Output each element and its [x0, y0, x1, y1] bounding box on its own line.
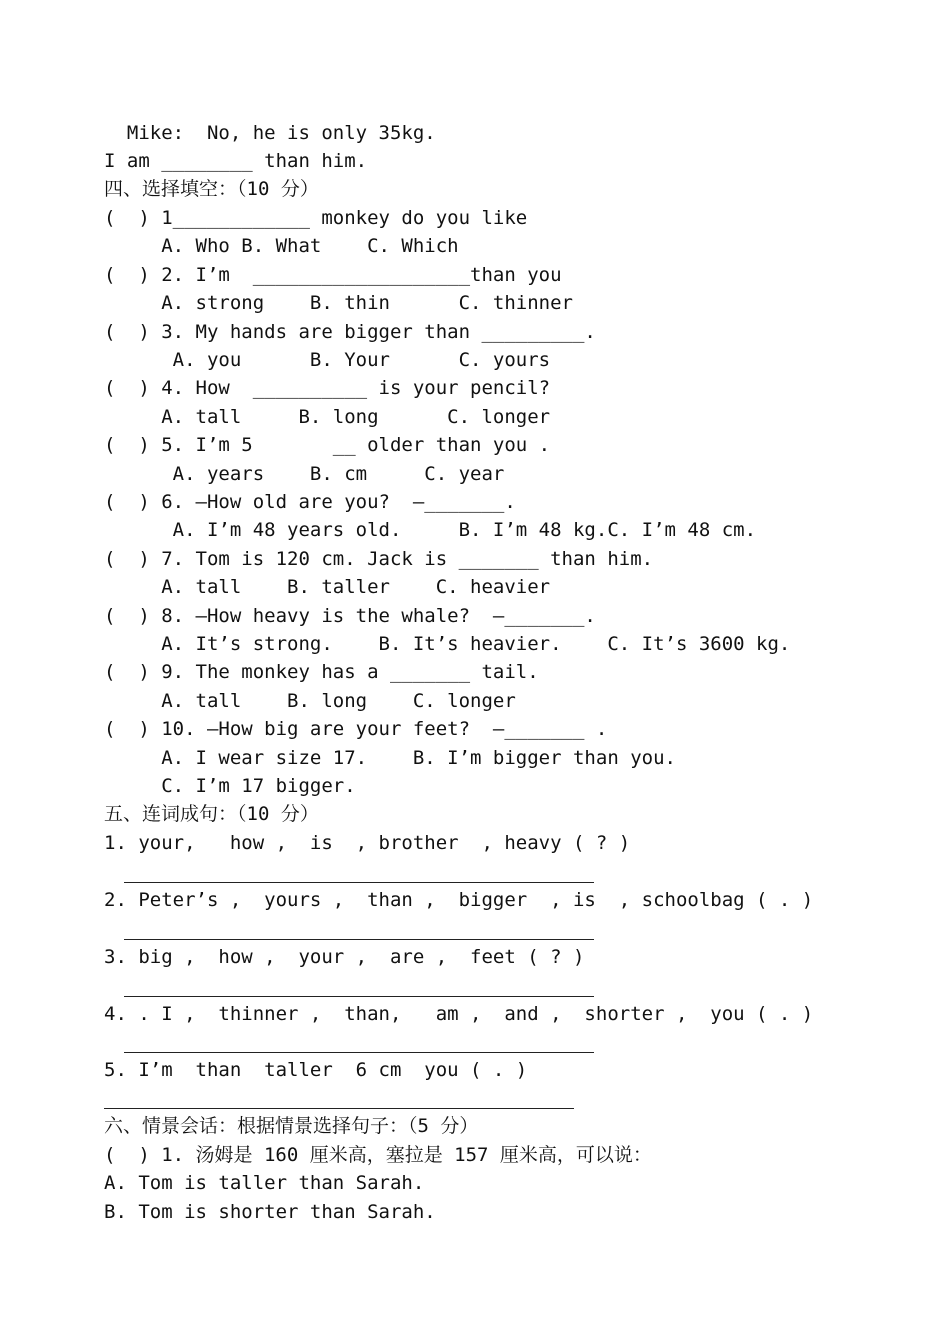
- question-8-options: A. It’s strong. B. It’s heavier. C. It’s 3600 kg.: [104, 633, 791, 655]
- answer-line-4: [124, 1052, 594, 1053]
- question-5-options: A. years B. cm C. year: [104, 463, 505, 485]
- question-9: ( ) 9. The monkey has a _______ tail.: [104, 661, 539, 683]
- reorder-item-3: 3. big , how , your , are , feet ( ? ): [104, 946, 585, 968]
- situation-question-1: ( ) 1. 汤姆是 160 厘米高，塞拉是 157 厘米高，可以说：: [104, 1144, 652, 1166]
- question-6-options: A. I’m 48 years old. B. I’m 48 kg.C. I’m 48 cm.: [104, 519, 757, 541]
- question-8: ( ) 8. —How heavy is the whale? —_______.: [104, 605, 596, 627]
- answer-line-5: [104, 1108, 574, 1109]
- question-2: ( ) 2. I’m ___________________than you: [104, 264, 562, 286]
- question-9-options: A. tall B. long C. longer: [104, 690, 516, 712]
- question-5: ( ) 5. I’m 5 __ older than you .: [104, 434, 551, 456]
- reorder-item-1: 1. your, how , is , brother , heavy ( ? ): [104, 832, 631, 854]
- reorder-item-2: 2. Peter’s , yours , than , bigger , is , schoolbag ( . ): [104, 889, 814, 911]
- answer-line-2: [124, 939, 594, 940]
- question-10-options-ab: A. I wear size 17. B. I’m bigger than you.: [104, 747, 676, 769]
- dialogue-line-mike: Mike: No, he is only 35kg.: [104, 122, 436, 144]
- question-3: ( ) 3. My hands are bigger than _________.: [104, 321, 596, 343]
- reorder-item-4: 4. . I , thinner , than, am , and , shorter , you ( . ): [104, 1003, 814, 1025]
- question-4: ( ) 4. How __________ is your pencil?: [104, 377, 551, 399]
- question-10-options-c: C. I’m 17 bigger.: [104, 775, 356, 797]
- answer-line-1: [124, 882, 594, 883]
- section-5-heading: 五、连词成句：（10 分）: [104, 803, 319, 825]
- fill-blank-sentence: I am ________ than him.: [104, 150, 368, 172]
- question-2-options: A. strong B. thin C. thinner: [104, 292, 573, 314]
- section-6-heading: 六、情景会话：根据情景选择句子：（5 分）: [104, 1115, 479, 1137]
- situation-option-b: B. Tom is shorter than Sarah.: [104, 1201, 436, 1223]
- question-10: ( ) 10. —How big are your feet? —_______ .: [104, 718, 608, 740]
- situation-option-a: A. Tom is taller than Sarah.: [104, 1172, 425, 1194]
- answer-line-3: [124, 996, 594, 997]
- reorder-item-5: 5. I’m than taller 6 cm you ( . ): [104, 1059, 528, 1081]
- question-4-options: A. tall B. long C. longer: [104, 406, 551, 428]
- question-7-options: A. tall B. taller C. heavier: [104, 576, 551, 598]
- section-4-heading: 四、选择填空：（10 分）: [104, 178, 319, 200]
- question-7: ( ) 7. Tom is 120 cm. Jack is _______ than him.: [104, 548, 654, 570]
- question-1-options: A. Who B. What C. Which: [104, 235, 459, 257]
- question-1: ( ) 1____________ monkey do you like: [104, 207, 528, 229]
- question-3-options: A. you B. Your C. yours: [104, 349, 551, 371]
- question-6: ( ) 6. —How old are you? —_______.: [104, 491, 516, 513]
